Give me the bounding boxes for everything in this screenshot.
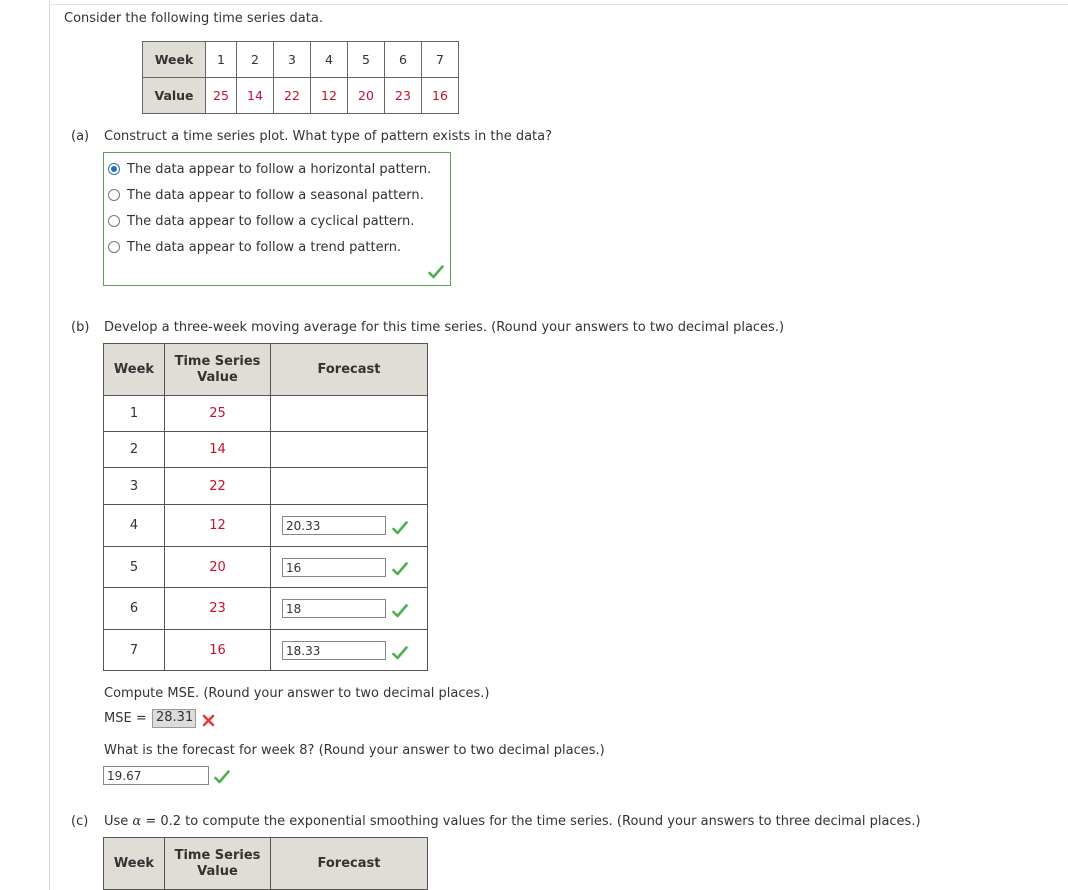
check-icon bbox=[214, 770, 230, 784]
data-value-cell: 25 bbox=[206, 78, 237, 114]
es-timeseries-header-line1: Time Series bbox=[174, 847, 261, 863]
es-week-header: Week bbox=[104, 838, 165, 890]
forecast-input-week-7[interactable]: 18.33 bbox=[282, 641, 386, 660]
radio-option-trend[interactable] bbox=[108, 237, 401, 257]
ma-week-cell: 1 bbox=[104, 396, 165, 432]
alpha-symbol: α bbox=[132, 814, 142, 829]
data-week-cell: 5 bbox=[348, 42, 385, 78]
part-a-question: Construct a time series plot. What type of pattern exists in the data? bbox=[104, 129, 553, 144]
data-value-cell: 23 bbox=[385, 78, 422, 114]
time-series-data-table bbox=[142, 41, 459, 114]
data-week-cell: 1 bbox=[206, 42, 237, 78]
ma-value-cell: 12 bbox=[165, 505, 271, 547]
mse-prompt: Compute MSE. (Round your answer to two decimal places.) bbox=[104, 686, 490, 701]
check-icon bbox=[428, 265, 444, 279]
es-timeseries-header bbox=[165, 838, 271, 890]
data-value-cell: 20 bbox=[348, 78, 385, 114]
forecast-input-week-4[interactable]: 20.33 bbox=[282, 516, 386, 535]
part-c-question-pre: Use bbox=[104, 814, 133, 829]
week8-forecast-input[interactable]: 19.67 bbox=[103, 766, 209, 785]
part-a-letter: (a) bbox=[71, 129, 90, 144]
ma-forecast-cell-empty bbox=[271, 468, 428, 505]
data-week-cell: 7 bbox=[422, 42, 459, 78]
check-icon bbox=[392, 604, 408, 618]
part-c-letter: (c) bbox=[71, 814, 89, 829]
radio-button[interactable] bbox=[108, 215, 120, 227]
data-value-header: Value bbox=[143, 78, 206, 114]
exponential-smoothing-table bbox=[103, 837, 428, 890]
part-c-question-post: = 0.2 to compute the exponential smoothing values for the time series. (Round your answers to three decimal places.) bbox=[141, 814, 921, 829]
pattern-radio-group bbox=[103, 152, 451, 286]
data-week-cell: 4 bbox=[311, 42, 348, 78]
ma-week-header: Week bbox=[104, 344, 165, 396]
radio-option-seasonal[interactable] bbox=[108, 185, 424, 205]
radio-option-horizontal[interactable] bbox=[108, 159, 431, 179]
content-frame-top bbox=[49, 4, 1068, 5]
data-week-cell: 6 bbox=[385, 42, 422, 78]
ma-timeseries-header-line1: Time Series bbox=[174, 353, 261, 369]
radio-button[interactable] bbox=[108, 189, 120, 201]
ma-value-cell: 22 bbox=[165, 468, 271, 505]
ma-forecast-cell-empty bbox=[271, 432, 428, 468]
ma-timeseries-header bbox=[165, 344, 271, 396]
ma-week-cell: 5 bbox=[104, 547, 165, 588]
part-b-question: Develop a three-week moving average for this time series. (Round your answers to two decimal places.) bbox=[104, 320, 785, 335]
radio-label: The data appear to follow a trend pattern. bbox=[127, 239, 402, 255]
ma-value-cell: 20 bbox=[165, 547, 271, 588]
part-c-question bbox=[104, 814, 921, 829]
ma-value-cell: 16 bbox=[165, 630, 271, 671]
data-value-cell: 16 bbox=[422, 78, 459, 114]
ma-week-cell: 6 bbox=[104, 588, 165, 630]
ma-forecast-header: Forecast bbox=[271, 344, 428, 396]
check-icon bbox=[392, 562, 408, 576]
data-week-cell: 2 bbox=[237, 42, 274, 78]
forecast-input-week-5[interactable]: 16 bbox=[282, 558, 386, 577]
check-icon bbox=[392, 646, 408, 660]
es-timeseries-header-line2: Value bbox=[197, 863, 238, 879]
intro-text: Consider the following time series data. bbox=[64, 11, 323, 26]
ma-week-cell: 2 bbox=[104, 432, 165, 468]
radio-button-selected[interactable] bbox=[108, 163, 120, 175]
moving-average-table bbox=[103, 343, 428, 671]
check-icon bbox=[392, 521, 408, 535]
week8-prompt: What is the forecast for week 8? (Round your answer to two decimal places.) bbox=[104, 743, 605, 758]
ma-value-cell: 23 bbox=[165, 588, 271, 630]
mse-label: MSE = bbox=[104, 711, 147, 726]
radio-label: The data appear to follow a seasonal pattern. bbox=[127, 187, 424, 203]
x-icon bbox=[202, 714, 215, 727]
forecast-input-week-6[interactable]: 18 bbox=[282, 599, 386, 618]
data-week-cell: 3 bbox=[274, 42, 311, 78]
ma-timeseries-header-line2: Value bbox=[197, 369, 238, 385]
mse-input[interactable]: 28.31 bbox=[152, 709, 196, 728]
part-b-letter: (b) bbox=[71, 320, 90, 335]
ma-week-cell: 7 bbox=[104, 630, 165, 671]
data-week-header: Week bbox=[143, 42, 206, 78]
ma-week-cell: 4 bbox=[104, 505, 165, 547]
ma-forecast-cell-empty bbox=[271, 396, 428, 432]
radio-label: The data appear to follow a horizontal pattern. bbox=[127, 161, 432, 177]
radio-option-cyclical[interactable] bbox=[108, 211, 414, 231]
ma-value-cell: 25 bbox=[165, 396, 271, 432]
ma-week-cell: 3 bbox=[104, 468, 165, 505]
content-frame-left bbox=[49, 0, 50, 890]
es-forecast-header: Forecast bbox=[271, 838, 428, 890]
radio-button[interactable] bbox=[108, 241, 120, 253]
radio-label: The data appear to follow a cyclical pattern. bbox=[127, 213, 415, 229]
data-value-cell: 22 bbox=[274, 78, 311, 114]
ma-value-cell: 14 bbox=[165, 432, 271, 468]
data-value-cell: 14 bbox=[237, 78, 274, 114]
data-value-cell: 12 bbox=[311, 78, 348, 114]
